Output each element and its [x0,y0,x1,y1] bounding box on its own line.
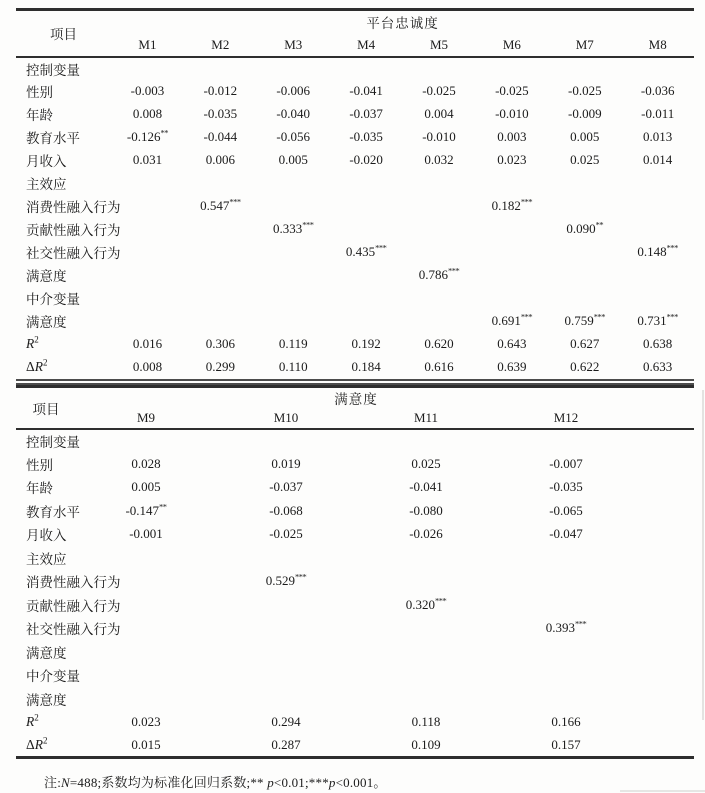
table-row [16,195,694,218]
coefficient-cell: -0.010 [495,106,529,121]
table-row [16,310,694,333]
coefficient-cell: 0.691*** [491,311,533,328]
regression-results-table [16,8,694,791]
model-column-header: M8 [648,36,667,52]
coefficient-cell: 0.638 [643,336,673,351]
empty-cell [216,640,356,664]
category-row-label: 主效应 [26,551,67,567]
model-column-header: M2 [211,36,230,52]
coefficient-cell: -0.026 [409,526,443,542]
significance-stars: *** [520,311,533,322]
empty-cell [496,570,636,594]
empty-cell [356,664,496,688]
variable-row-label: 月收入 [26,528,67,544]
coefficient-cell: -0.001 [129,526,163,542]
table-row [16,640,694,664]
table-row [16,452,694,476]
coefficient-cell: -0.080 [409,502,443,518]
coefficient-cell: -0.025 [422,83,456,98]
coefficient-cell: 0.393*** [545,618,587,636]
coefficient-cell: 0.148*** [637,242,678,259]
empty-cell [330,218,403,241]
variable-row-label: $R^2$ [26,334,39,351]
coefficient-cell: 0.006 [205,152,235,167]
coefficient-cell: -0.006 [276,83,311,98]
empty-cell [548,264,621,287]
table-row [16,264,694,287]
coefficient-cell: 0.004 [424,106,454,121]
coefficient-cell: 0.731*** [637,311,678,328]
empty-cell [216,593,356,617]
table-row [16,570,694,594]
model-column-header: M11 [413,409,439,425]
coefficient-cell: 0.333*** [272,219,314,236]
dependent-variable-header: 平台忠诚度 [366,16,439,32]
spacer-cell [636,687,694,711]
empty-cell [330,310,403,333]
coefficient-cell: 0.166 [551,714,581,730]
dependent-variable-header: 满意度 [334,391,378,407]
empty-cell [475,172,548,195]
coefficient-cell: -0.047 [549,526,583,542]
coefficient-cell: 0.005 [570,129,600,144]
table-row [16,617,694,641]
empty-cell [548,287,621,310]
model-column-header: M12 [553,409,579,425]
empty-cell [257,241,330,264]
coefficient-cell: -0.126** [126,127,168,144]
coefficient-cell: 0.109 [411,737,441,752]
variable-row-label: 教育水平 [26,504,80,520]
empty-cell [548,57,621,80]
coefficient-cell: -0.065 [549,502,583,518]
footnote-symbol: p [267,775,274,790]
variable-row-label: 消费性融入行为 [26,575,121,591]
empty-cell [76,640,216,664]
category-row-label: 中介变量 [26,292,80,307]
table-row [16,687,694,711]
coefficient-cell: -0.025 [495,83,529,98]
variable-row-label: 消费性融入行为 [26,200,121,215]
coefficient-cell: 0.119 [278,336,308,351]
table-row [16,593,694,617]
coefficient-cell: 0.192 [351,336,381,351]
category-row-label: 控制变量 [26,434,80,450]
coefficient-cell: -0.040 [276,106,311,121]
coefficient-cell: 0.023 [497,152,527,167]
satisfaction-regression-table [16,385,694,760]
model-column-header: M3 [284,36,303,52]
coefficient-cell: -0.037 [349,106,383,121]
variable-row-label: 贡献性融入行为 [26,223,121,238]
coefficient-cell: 0.786*** [418,265,460,282]
empty-cell [111,264,184,287]
empty-cell [403,218,476,241]
empty-cell [111,195,184,218]
coefficient-cell: 0.023 [131,714,161,730]
coefficient-cell: 0.184 [351,359,381,374]
table-row [16,499,694,523]
significance-stars: *** [295,571,307,582]
coefficient-cell: 0.320*** [405,595,447,612]
footnote-symbol: N [61,775,70,790]
empty-cell [475,241,548,264]
coefficient-cell: 0.015 [131,737,161,752]
table-row [16,149,694,172]
item-header: 项目 [32,401,60,417]
empty-cell [496,664,636,688]
coefficient-cell: -0.035 [203,106,238,121]
empty-cell [111,241,184,264]
coefficient-cell: 0.529*** [265,571,307,589]
coefficient-cell: 0.118 [411,714,441,730]
table-row [16,664,694,688]
empty-cell [356,546,496,570]
coefficient-cell: 0.008 [132,106,163,121]
empty-cell [356,617,496,641]
empty-cell [257,57,330,80]
model-column-header: M5 [429,36,449,52]
table-row [16,734,694,758]
coefficient-cell: 0.014 [643,152,673,167]
variable-row-label: 年龄 [26,108,53,123]
coefficient-cell: 0.013 [643,129,673,144]
table-row [16,172,694,195]
variable-row-label: 性别 [26,85,53,100]
spacer-cell [636,499,694,523]
model-column-header: M4 [357,36,376,52]
significance-stars: ** [595,219,604,230]
empty-cell [403,287,476,310]
table-row [16,523,694,547]
empty-cell [111,57,184,80]
empty-cell [403,310,476,333]
empty-cell [403,241,476,264]
coefficient-cell: -0.041 [349,83,383,98]
coefficient-cell: 0.639 [497,359,527,374]
spacer-cell [636,711,694,735]
empty-cell [496,687,636,711]
coefficient-cell: -0.036 [640,83,675,98]
table-row [16,711,694,735]
coefficient-cell: 0.622 [570,359,600,374]
empty-cell [76,546,216,570]
table-row [16,356,694,379]
empty-cell [184,241,257,264]
empty-cell [403,172,476,195]
table-row [16,218,694,241]
spacer-cell [636,593,694,617]
coefficient-cell: 0.627 [570,336,600,351]
footnote-symbol: p [328,775,336,790]
empty-cell [184,287,257,310]
coefficient-cell: 0.008 [132,359,163,374]
table-row [16,429,694,453]
table-row [16,57,694,80]
item-header: 项目 [50,27,77,43]
significance-stars: *** [448,265,460,276]
scan-edge-artifact [620,790,705,792]
variable-row-label: 教育水平 [26,131,80,146]
variable-row-label: 月收入 [26,154,67,169]
empty-cell [330,264,403,287]
significance-stars: *** [666,311,678,322]
variable-row-label: 社交性融入行为 [26,622,121,638]
variable-row-label: 性别 [26,457,53,473]
empty-cell [403,57,476,80]
spacer-cell [636,570,694,594]
empty-cell [257,264,330,287]
empty-cell [548,195,621,218]
empty-cell [496,640,636,664]
spacer-cell [636,429,694,453]
significance-stars: ** [159,501,167,512]
empty-cell [184,172,257,195]
empty-cell [496,546,636,570]
coefficient-cell: 0.031 [132,152,163,167]
variable-row-label: 贡献性融入行为 [26,598,121,614]
coefficient-cell: 0.182*** [491,196,533,213]
empty-cell [330,57,403,80]
table-row [16,126,694,149]
spacer-cell [636,617,694,641]
empty-cell [548,172,621,195]
significance-stars: *** [666,242,678,253]
coefficient-cell: 0.032 [424,152,454,167]
variable-row-label: 满意度 [26,269,67,284]
empty-cell [257,172,330,195]
variable-row-label: 满意度 [26,692,67,708]
coefficient-cell: -0.068 [269,502,303,518]
table-row [16,287,694,310]
coefficient-cell: -0.035 [549,479,583,495]
spacer-cell [636,546,694,570]
variable-row-label: $\Delta R^2$ [26,357,47,374]
coefficient-cell: 0.005 [278,152,308,167]
coefficient-cell: 0.016 [132,336,163,351]
empty-cell [216,617,356,641]
table-footnote: 注:N=488;系数均为标准化回归系数;** p<0.01;***p<0.001。 [44,775,387,790]
empty-cell [216,429,356,453]
spacer-cell [636,476,694,500]
empty-cell [621,57,694,80]
coefficient-cell: 0.025 [411,455,441,471]
significance-stars: *** [520,196,533,207]
empty-cell [621,172,694,195]
empty-cell [184,310,257,333]
empty-cell [111,310,184,333]
spacer-cell [636,640,694,664]
empty-cell [496,429,636,453]
model-column-header: M7 [575,36,594,52]
empty-cell [496,593,636,617]
empty-cell [76,687,216,711]
variable-row-label: 年龄 [26,481,53,497]
coefficient-cell: -0.012 [203,83,238,98]
empty-cell [621,287,694,310]
coefficient-cell: -0.025 [567,83,602,98]
significance-stars: *** [593,311,606,322]
coefficient-cell: -0.009 [567,106,602,121]
significance-stars: ** [160,127,168,138]
coefficient-cell: 0.028 [131,455,161,471]
significance-stars: *** [435,595,447,606]
coefficient-cell: -0.011 [641,106,675,121]
coefficient-cell: -0.025 [269,526,303,542]
significance-stars: *** [575,618,587,629]
empty-cell [403,195,476,218]
coefficient-cell: 0.157 [551,737,581,752]
coefficient-cell: -0.044 [203,129,238,144]
empty-cell [111,172,184,195]
variable-row-label: 满意度 [26,315,67,330]
coefficient-cell: -0.007 [549,455,583,471]
coefficient-cell: 0.294 [271,714,301,730]
coefficient-cell: 0.003 [497,129,527,144]
table-row [16,80,694,103]
significance-stars: *** [302,219,314,230]
coefficient-cell: -0.035 [349,129,383,144]
spacer-cell [636,664,694,688]
category-row-label: 主效应 [26,177,67,192]
table-row [16,333,694,356]
loyalty-regression-table [16,8,694,379]
empty-cell [76,429,216,453]
empty-cell [184,218,257,241]
variable-row-label: $\Delta R^2$ [26,735,47,752]
coefficient-cell: 0.025 [570,152,600,167]
empty-cell [475,287,548,310]
spacer-cell [636,523,694,547]
coefficient-cell: 0.616 [424,359,454,374]
empty-cell [216,546,356,570]
coefficient-cell: -0.037 [269,479,303,495]
empty-cell [356,570,496,594]
coefficient-cell: 0.306 [205,336,235,351]
empty-cell [257,287,330,310]
variable-row-label: 社交性融入行为 [26,246,121,261]
table-row [16,241,694,264]
coefficient-cell: 0.019 [271,455,301,471]
empty-cell [111,218,184,241]
empty-cell [621,195,694,218]
empty-cell [356,429,496,453]
empty-cell [184,264,257,287]
empty-cell [330,195,403,218]
table-row [16,476,694,500]
coefficient-cell: 0.643 [497,336,527,351]
significance-stars: *** [229,196,241,207]
coefficient-cell: 0.620 [424,336,454,351]
empty-cell [475,218,548,241]
empty-cell [621,218,694,241]
table-row [16,103,694,126]
coefficient-cell: 0.547*** [200,196,241,213]
model-column-header: M6 [502,36,521,52]
empty-cell [216,687,356,711]
variable-row-label: $R^2$ [26,712,39,730]
empty-cell [184,57,257,80]
model-column-header: M9 [136,409,156,425]
empty-cell [330,287,403,310]
scan-edge-artifact [702,390,704,720]
coefficient-cell: 0.299 [205,359,235,374]
model-column-header: M1 [138,36,157,52]
spacer-cell [636,734,694,758]
category-row-label: 中介变量 [26,669,80,685]
significance-stars: *** [375,242,387,253]
empty-cell [548,241,621,264]
table-row [16,546,694,570]
spacer-cell [636,452,694,476]
coefficient-cell: 0.435*** [345,242,387,259]
variable-row-label: 满意度 [26,645,67,661]
empty-cell [330,172,403,195]
spacer-cell [636,386,694,429]
coefficient-cell: 0.005 [131,479,161,495]
empty-cell [216,664,356,688]
empty-cell [111,287,184,310]
empty-cell [257,195,330,218]
coefficient-cell: -0.020 [349,152,383,167]
empty-cell [356,687,496,711]
model-column-header: M10 [273,409,299,425]
coefficient-cell: -0.010 [422,129,456,144]
coefficient-cell: 0.759*** [564,311,606,328]
empty-cell [475,57,548,80]
empty-cell [475,264,548,287]
coefficient-cell: 0.090** [566,219,604,236]
coefficient-cell: -0.003 [130,83,165,98]
coefficient-cell: -0.147** [125,501,167,518]
empty-cell [356,640,496,664]
coefficient-cell: 0.633 [643,359,673,374]
empty-cell [621,264,694,287]
empty-cell [76,664,216,688]
category-row-label: 控制变量 [26,62,80,78]
empty-cell [257,310,330,333]
coefficient-cell: -0.056 [276,129,311,144]
coefficient-cell: 0.110 [278,359,308,374]
coefficient-cell: -0.041 [409,479,443,495]
coefficient-cell: 0.287 [271,737,301,752]
